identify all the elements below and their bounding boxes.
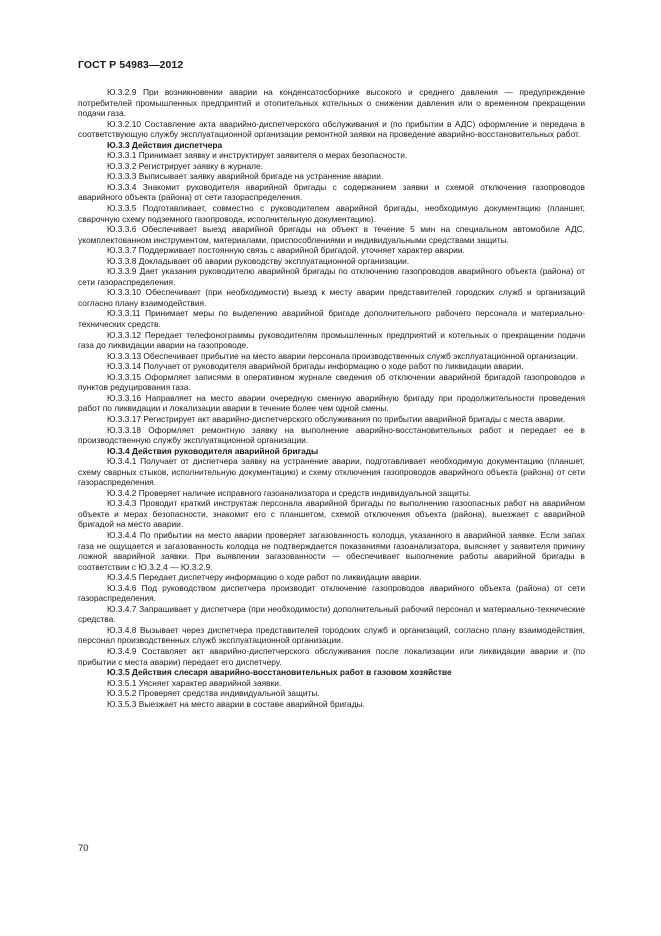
paragraph: Ю.3.3.7 Поддерживает постоянную связь с аварийной бригадой, уточняет характер аварии.: [107, 245, 465, 256]
paragraph: Ю.3.3.16 Направляет на место аварии очередную сменную аварийную бригаду при продолжительности проведения работ по ликвидации и локализации аварии в течение более чем одной смены.: [78, 392, 585, 414]
paragraph: Ю.3.3.5 Подготавливает, совместно с руководителем аварийной бригады, необходимую документацию (планшет, сварочную схему подземного газопровода, исполнительную документацию).: [78, 203, 585, 224]
page-number: 70: [78, 843, 89, 854]
paragraph: Ю.3.4.7 Запрашивает у диспетчера (при необходимости) дополнительный рабочий персонал и материально-технические средства.: [78, 603, 585, 625]
paragraph: Ю.3.4.4 По прибытии на место аварии проверяет загазованность колодца, указанного в аварийной заявке. Если запах газа не ощущается и загазованность колодца не подтверждается показаниями газоанализатора, выясняет у заявителя причину ложной аварийной заявки. При выявлении загазованности — обеспечивает выполнение работы аварийной бригады в соответствии с Ю.3.2.4 — Ю.3.2.9.: [78, 529, 585, 572]
paragraph: Ю.3.3.2 Регистрирует заявку в журнале.: [107, 160, 264, 171]
paragraph: Ю.3.3.14 Получает от руководителя аварийной бригады информацию о ходе работ по ликвидации аварии.: [107, 361, 524, 372]
paragraph: Ю.3.3.15 Оформляет записями в оперативном журнале сведения об отключении аварийной бригадой газопроводов и пунктов редуцирования газа.: [78, 371, 585, 393]
section-heading: Ю.3.3 Действия диспетчера: [107, 139, 223, 150]
paragraph: Ю.3.3.9 Дает указания руководителю аварийной бригады по отключению газопроводов аварийного объекта (района) от сети газораспределения.: [78, 266, 585, 287]
paragraph: Ю.3.4.2 Проверяет наличие исправного газоанализатора и средств индивидуальной защиты.: [107, 487, 472, 498]
paragraph: Ю.3.4.3 Проводит краткий инструктаж персонала аварийной бригады по выполнению газоопасных работ на аварийном объекте и мерах безопасности, знакомит его с планшетом, схемой отключения объекта (района), выезжает с аварийной бригадой на место аварии.: [78, 498, 585, 530]
paragraph: Ю.3.3.8 Докладывает об аварии руководству эксплуатационной организации.: [107, 255, 410, 266]
document-header: ГОСТ Р 54983—2012: [78, 59, 184, 71]
paragraph: Ю.3.2.10 Составление акта аварийно-диспетчерского обслуживания и (по прибытии в АДС) оформление и передача в соответствующую службу эксплуатационной организации ремонтной заявки на проведение аварийно-восстановительных работ.: [78, 118, 585, 140]
paragraph: Ю.3.3.18 Оформляет ремонтную заявку на выполнение аварийно-восстановительных работ и передает ее в производственную службу эксплуатационной организации.: [78, 424, 585, 446]
document-body: [78, 87, 585, 709]
paragraph: Ю.3.4.1 Получает от диспетчера заявку на устранение аварии, подготавливает необходимую документацию (планшет, схему сварных стыков, исполнительную документацию) и схему отключения газопроводов аварийного объекта (района) от сети газораспределения.: [78, 456, 585, 488]
paragraph: Ю.3.2.9 При возникновении аварии на конденсатосборнике высокого и среднего давления — предупреждение потребителей промышленных предприятий и отопительных котельных о снижении давления или о временном прекращении подачи газа.: [78, 87, 585, 119]
paragraph: Ю.3.4.6 Под руководством диспетчера производит отключение газопроводов аварийного объекта (района) от сети газораспределения.: [78, 582, 585, 604]
paragraph: Ю.3.3.4 Знакомит руководителя аварийной бригады с содержанием заявки и схемой отключения газопроводов аварийного объекта (района) от сети газораспределения.: [78, 181, 585, 203]
paragraph: Ю.3.3.1 Принимает заявку и инструктирует заявителя о мерах безопасности.: [107, 150, 408, 161]
paragraph: Ю.3.3.3 Выписывает заявку аварийной бригаде на устранение аварии.: [107, 171, 384, 182]
paragraph: Ю.3.3.13 Обеспечивает прибытие на место аварии персонала производственных служб эксплуатационной организации.: [107, 350, 578, 361]
paragraph: Ю.3.3.11 Принимает меры по выделению аварийной бригаде дополнительного рабочего персонала и материально-технических средств.: [78, 308, 585, 330]
paragraph: Ю.3.3.6 Обеспечивает выезд аварийной бригады на объект в течение 5 мин на специальном автомобиле АДС, укомплектованном инструментом, материалами, приспособлениями и индивидуальными средствами защиты.: [78, 224, 585, 245]
paragraph: Ю.3.4.5 Передает диспетчеру информацию о ходе работ по ликвидации аварии.: [107, 572, 422, 583]
paragraph: Ю.3.4.9 Составляет акт аварийно-диспетчерского обслуживания после локализации или ликвидации аварии и (по прибытии с места аварии) передает его диспетчеру.: [78, 645, 585, 667]
section-heading: Ю.3.5 Действия слесаря аварийно-восстановительных работ в газовом хозяйстве: [107, 667, 452, 678]
paragraph: Ю.3.3.17 Регистрирует акт аварийно-диспетчерского обслуживания по прибытии аварийной бригады с места аварии.: [107, 413, 566, 424]
paragraph: Ю.3.4.8 Вызывает через диспетчера представителей городских служб и организаций, согласно плану взаимодействия, персонал производственных служб эксплуатационной организации.: [78, 624, 585, 646]
paragraph: Ю.3.5.3 Выезжает на место аварии в составе аварийной бригады.: [107, 698, 365, 709]
paragraph: Ю.3.3.12 Передает телефонограммы руководителям промышленных предприятий и котельных о прекращении подачи газа до ликвидации аварии на газопроводе.: [78, 329, 585, 351]
paragraph: Ю.3.5.2 Проверяет средства индивидуальной защиты.: [107, 688, 320, 699]
section-heading: Ю.3.4 Действия руководителя аварийной бригады: [107, 445, 319, 456]
paragraph: Ю.3.3.10 Обеспечивает (при необходимости) выезд к месту аварии представителей городских служб и организаций согласно плану взаимодействия.: [78, 287, 585, 308]
paragraph: Ю.3.5.1 Уясняет характер аварийной заявки.: [107, 677, 282, 688]
